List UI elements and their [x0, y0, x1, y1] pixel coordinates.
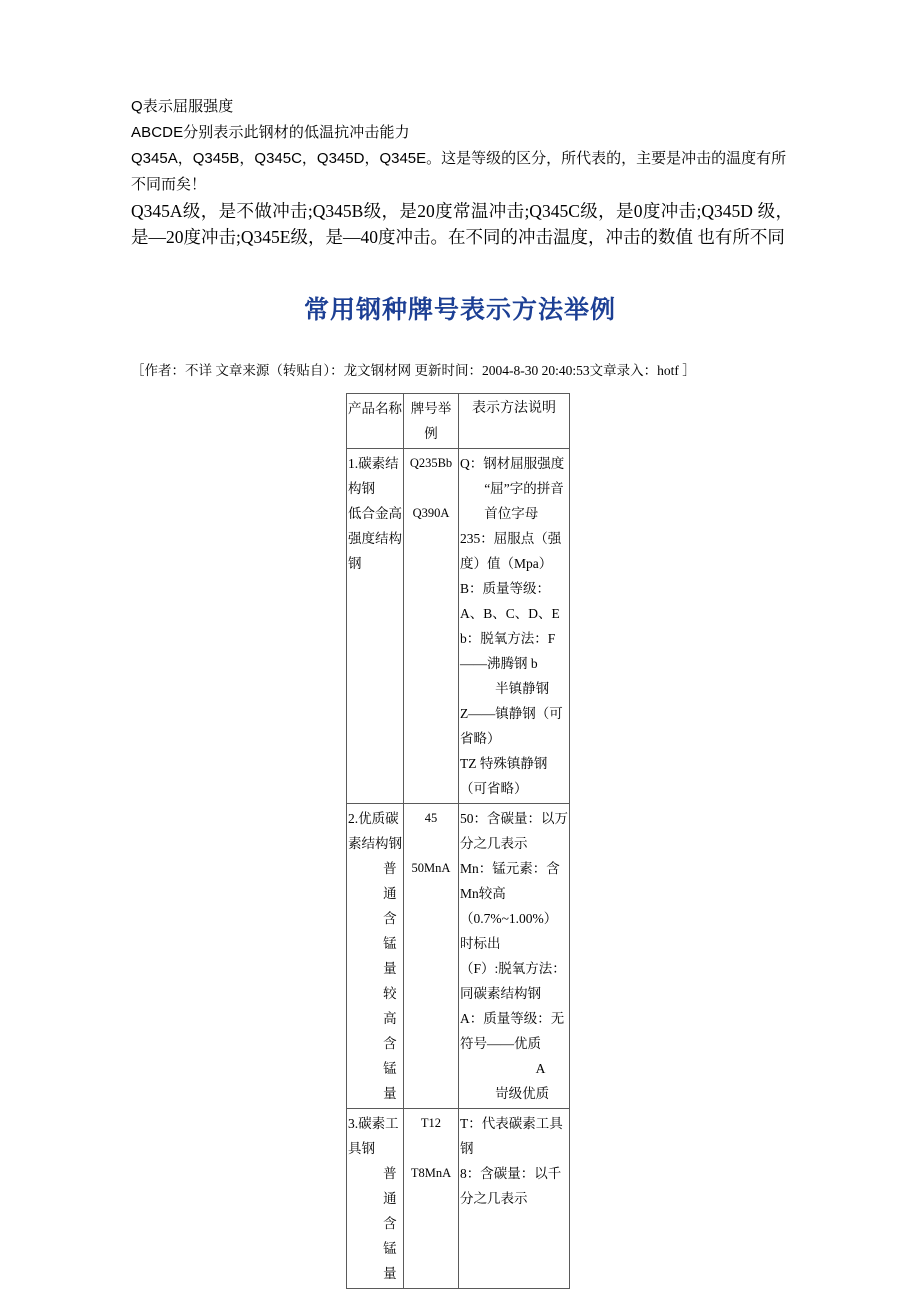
cell-description [459, 449, 570, 804]
grade-code: 45 [424, 811, 438, 825]
desc-line: 岢级优质 [495, 1086, 550, 1101]
code-spacer [405, 831, 457, 856]
grade-code: Q390A [412, 506, 450, 520]
grade-code: Q235Bb [409, 456, 453, 470]
grade-code: T12 [420, 1116, 442, 1130]
intro-line-3: Q345A，Q345B，Q345C，Q345D，Q345E。这是等级的区分，所代表的，主要是冲击的温度有所不同而矣！ [131, 150, 787, 193]
desc-line: （F）:脱氧方法：同碳素结构钢 [460, 961, 566, 1001]
intro-block [131, 94, 793, 250]
product-name-line: 低合金高强度结构钢 [348, 506, 402, 571]
desc-line: B：质量等级：A、B、C、D、E [460, 581, 560, 621]
product-name-line: 普通含锰量 [383, 1166, 397, 1281]
table-header-row [347, 394, 570, 449]
code-spacer [405, 1136, 457, 1161]
desc-line: T：代表碳素工具钢 [460, 1116, 563, 1156]
cell-product-name [347, 804, 404, 1109]
product-name-line: 较高含锰量 [383, 986, 397, 1101]
desc-line: 235：屈服点（强度）值（Mpa） [460, 531, 562, 571]
desc-line: “屈”字的拼音首位字母 [484, 481, 564, 521]
product-name-line: 1.碳素结构钢 [348, 456, 399, 496]
desc-line: TZ 特殊镇静钢（可省略） [460, 756, 548, 796]
intro-line-1: Q表示屈服强度 [131, 98, 234, 115]
cell-description [459, 1109, 570, 1289]
column-header-grade-example: 牌号举例 [404, 394, 459, 449]
desc-line: A：质量等级：无符号——优质 [460, 1011, 565, 1051]
cell-description [459, 804, 570, 1109]
desc-line: Q：钢材屈服强度 [460, 456, 565, 471]
cell-product-name [347, 1109, 404, 1289]
desc-line: 8：含碳量：以千分之几表示 [460, 1166, 562, 1206]
intro-line-4: Q345A级，是不做冲击;Q345B级，是20度常温冲击;Q345C级，是0度冲击;Q345D 级，是—20度冲击;Q345E级，是—40度冲击。在不同的冲击温度，冲击的数值 也有所不同 [131, 201, 793, 247]
product-name-line: 3.碳素工具钢 [348, 1116, 399, 1156]
desc-line: Mn：锰元素：含Mn较高（0.7%~1.00%）时标出 [460, 861, 560, 951]
cell-product-name [347, 449, 404, 804]
grade-code: 50MnA [411, 861, 451, 875]
desc-line: 半镇静钢 [495, 681, 550, 696]
column-header-description: 表示方法说明 [459, 394, 570, 449]
product-name-line: 普通含锰量 [383, 861, 397, 976]
intro-line-2: ABCDE分别表示此钢材的低温抗冲击能力 [131, 124, 410, 141]
cell-grade-example [404, 1109, 459, 1289]
steel-grade-table [346, 393, 570, 1289]
cell-grade-example [404, 449, 459, 804]
desc-line: 50：含碳量：以万分之几表示 [460, 811, 568, 851]
desc-line: b：脱氧方法：F——沸腾钢 b [460, 631, 556, 671]
table-row [347, 1109, 570, 1289]
steel-grade-table-wrapper [346, 393, 569, 1289]
byline: ［作者：不详 文章来源（转贴自）：龙文钢材网 更新时间：2004-8-30 20:40:53文章录入：hotf ］ [131, 363, 696, 378]
desc-line: Z——镇静钢（可省略） [460, 706, 563, 746]
column-header-product-name: 产品名称 [347, 394, 404, 449]
table-row [347, 804, 570, 1109]
product-name-line: 2.优质碳素结构钢 [348, 811, 402, 851]
cell-grade-example [404, 804, 459, 1109]
code-spacer [405, 476, 457, 501]
page-title: 常用钢种牌号表示方法举例 [303, 297, 616, 324]
desc-line: A [535, 1061, 546, 1076]
grade-code: T8MnA [410, 1166, 452, 1180]
table-row [347, 449, 570, 804]
